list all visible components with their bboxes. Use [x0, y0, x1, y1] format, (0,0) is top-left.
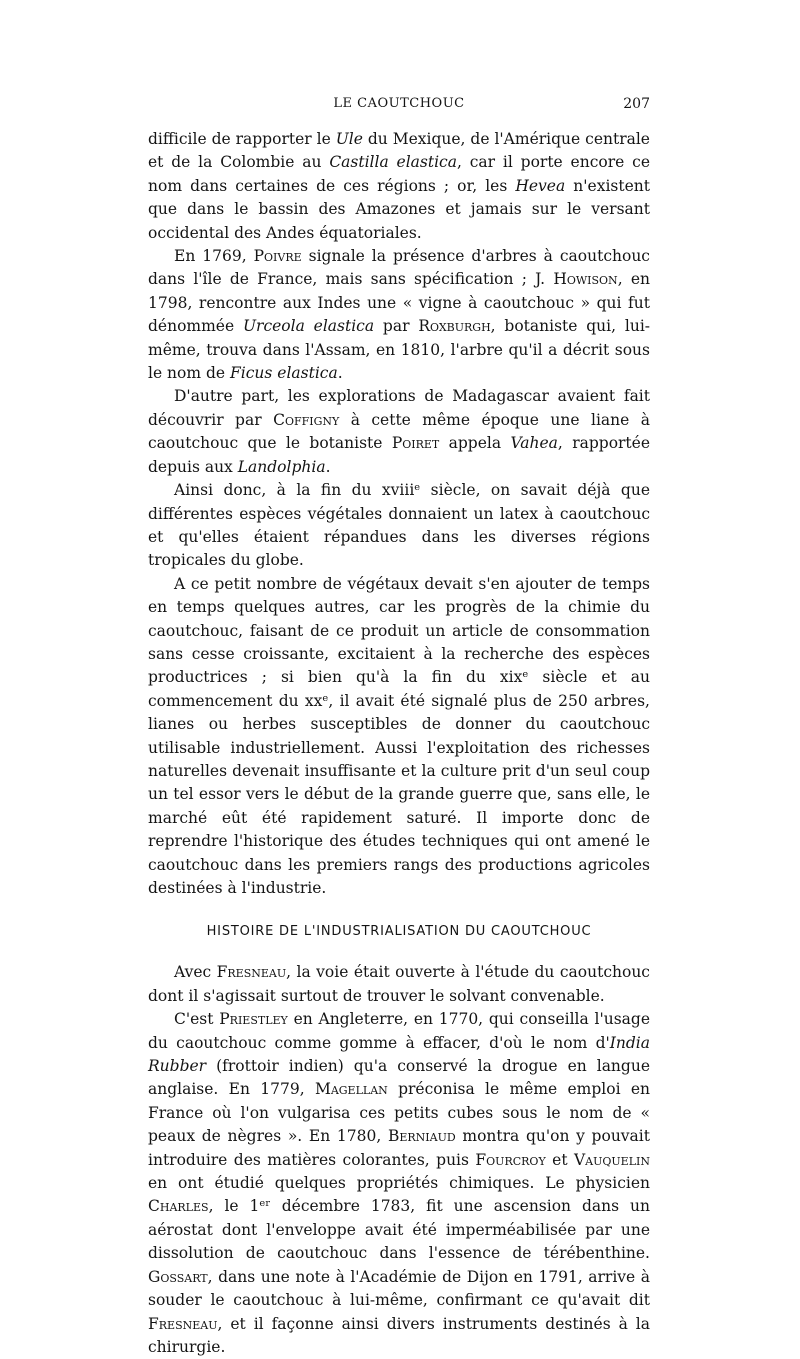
- person-name: Fourcroy: [475, 1150, 546, 1169]
- text-run: signale la présence d'arbres à caoutchouc dans l'île de France, mais sans spécification ; J.: [148, 247, 650, 289]
- section-heading: HISTOIRE DE L'INDUSTRIALISATION DU CAOUTCHOUC: [206, 924, 592, 940]
- italic-term: India Rubber: [148, 1033, 650, 1076]
- text-run: préconisa le même emploi en France où l'on vulgarisa ces petits cubes sous le nom de « peaux de nègres ». En 1780,: [148, 1080, 651, 1146]
- paragraph: [148, 573, 650, 901]
- italic-term: Vahea: [510, 434, 558, 453]
- person-name: Roxburgh: [418, 317, 491, 336]
- paragraph: [148, 961, 650, 1008]
- text-run: difficile de rapporter le: [148, 130, 336, 148]
- paragraph: [148, 128, 650, 245]
- person-name: Poiret: [391, 434, 440, 453]
- person-name: Magellan: [314, 1080, 388, 1099]
- text-run: en ont étudié quelques propriétés chimiques. Le physicien: [148, 1174, 650, 1193]
- text-run: C'est: [174, 1010, 220, 1029]
- text-run: du Mexique, de l'Amérique centrale et de la Colombie au: [148, 130, 650, 172]
- text-run: montra qu'on y pouvait introduire des matières colorantes, puis: [148, 1127, 650, 1169]
- person-name: Berniaud: [387, 1127, 456, 1146]
- text-run: (frottoir indien) qu'a conservé la drogue en langue anglaise. En 1779,: [148, 1057, 650, 1099]
- italic-term: Landolphia: [237, 457, 326, 476]
- person-name: Vauquelin: [573, 1150, 650, 1169]
- text-run: , rapportée depuis aux: [148, 434, 651, 476]
- person-name: Coffigny: [273, 410, 340, 429]
- italic-term: Ule: [335, 130, 363, 148]
- person-name: Fresneau: [216, 963, 287, 982]
- person-name: Priestley: [219, 1010, 288, 1029]
- text-run: D'autre part, les explorations de Madagascar avaient fait découvrir par: [148, 387, 650, 429]
- italic-term: Castilla elastica: [329, 153, 457, 172]
- text-run: A ce petit nombre de végétaux devait s'en ajouter de temps en temps quelques autres, car les progrès de la chimie du caoutchouc, faisant de ce produit un article de consommation sans cesse croissante, excitaient à la recherche des espèces productrices ; si bien qu'à la fin du xixᵉ siècle et au commencement du xxᵉ, il avait été signalé plus de 250 arbres, lianes ou herbes susceptibles de donner du caoutchouc utilisable industriellement. Aussi l'exploitation des richesses naturelles devenait insuffisante et la culture prit d'un seul coup un tel essor vers le début de la grande guerre que, sans elle, le marché eût été rapidement saturé. Il importe donc de reprendre l'historique des études techniques qui ont amené le caoutchouc dans les premiers rangs des productions agricoles destinées à l'industrie.: [148, 574, 650, 897]
- text-run: , en 1798, rencontre aux Indes une « vigne à caoutchouc » qui fut dénommée: [148, 270, 650, 336]
- text-run: .: [337, 364, 343, 383]
- page-header: [148, 96, 650, 118]
- italic-term: Ficus elastica: [230, 364, 338, 383]
- paragraph: [148, 245, 650, 385]
- text-run: , et il façonne ainsi divers instruments destinés à la chirurgie.: [148, 1314, 650, 1356]
- text-run: , car il porte encore ce nom dans certaines de ces régions ; or, les: [148, 153, 650, 195]
- person-name: Charles: [148, 1197, 209, 1216]
- person-name: Howison: [553, 270, 618, 289]
- text-run: , la voie était ouverte à l'étude du caoutchouc dont il s'agissait surtout de trouver le solvant convenable.: [148, 963, 650, 1005]
- italic-term: Urceola elastica: [242, 317, 375, 336]
- text-run: appela: [439, 434, 511, 453]
- person-name: Gossart: [148, 1267, 208, 1286]
- text-run: Avec: [174, 963, 217, 982]
- text-run: .: [325, 457, 331, 476]
- paragraph: [148, 479, 650, 573]
- text-run: , botaniste qui, lui-même, trouva dans l'Assam, en 1810, l'arbre qu'il a décrit sous le nom de: [148, 317, 651, 383]
- page-number: 207: [623, 96, 650, 112]
- text-run: par: [374, 317, 419, 336]
- paragraph: [148, 1008, 650, 1359]
- person-name: Poivre: [253, 247, 302, 266]
- text-run: En 1769,: [174, 247, 254, 266]
- text-run: à cette même époque une liane à caoutchouc que le botaniste: [148, 410, 650, 453]
- section-text: [148, 961, 650, 1359]
- text-run: en Angleterre, en 1770, qui conseilla l'usage du caoutchouc comme gomme à effacer, d'où le nom d': [148, 1010, 651, 1052]
- body-text: [148, 128, 650, 900]
- running-title: LE CAOUTCHOUC: [333, 96, 465, 111]
- text-run: Ainsi donc, à la fin du xviiiᵉ siècle, on savait déjà que différentes espèces végétales donnaient un latex à caoutchouc et qu'elles étaient répandues dans les diverses régions tropicales du globe.: [148, 481, 650, 570]
- italic-term: Hevea: [515, 176, 566, 195]
- paragraph: [148, 385, 650, 479]
- text-run: n'existent que dans le bassin des Amazones et jamais sur le versant occidental des Andes équatoriales.: [148, 176, 650, 242]
- text-run: , le 1ᵉʳ décembre 1783, fit une ascension dans un aérostat dont l'enveloppe avait été imperméabilisée par une dissolution de caoutchouc dans l'essence de térébenthine.: [148, 1197, 650, 1263]
- person-name: Fresneau: [148, 1314, 218, 1333]
- text-run: et: [545, 1150, 574, 1169]
- text-run: , dans une note à l'Académie de Dijon en 1791, arrive à souder le caoutchouc à lui-même, confirmant ce qu'avait dit: [148, 1267, 650, 1310]
